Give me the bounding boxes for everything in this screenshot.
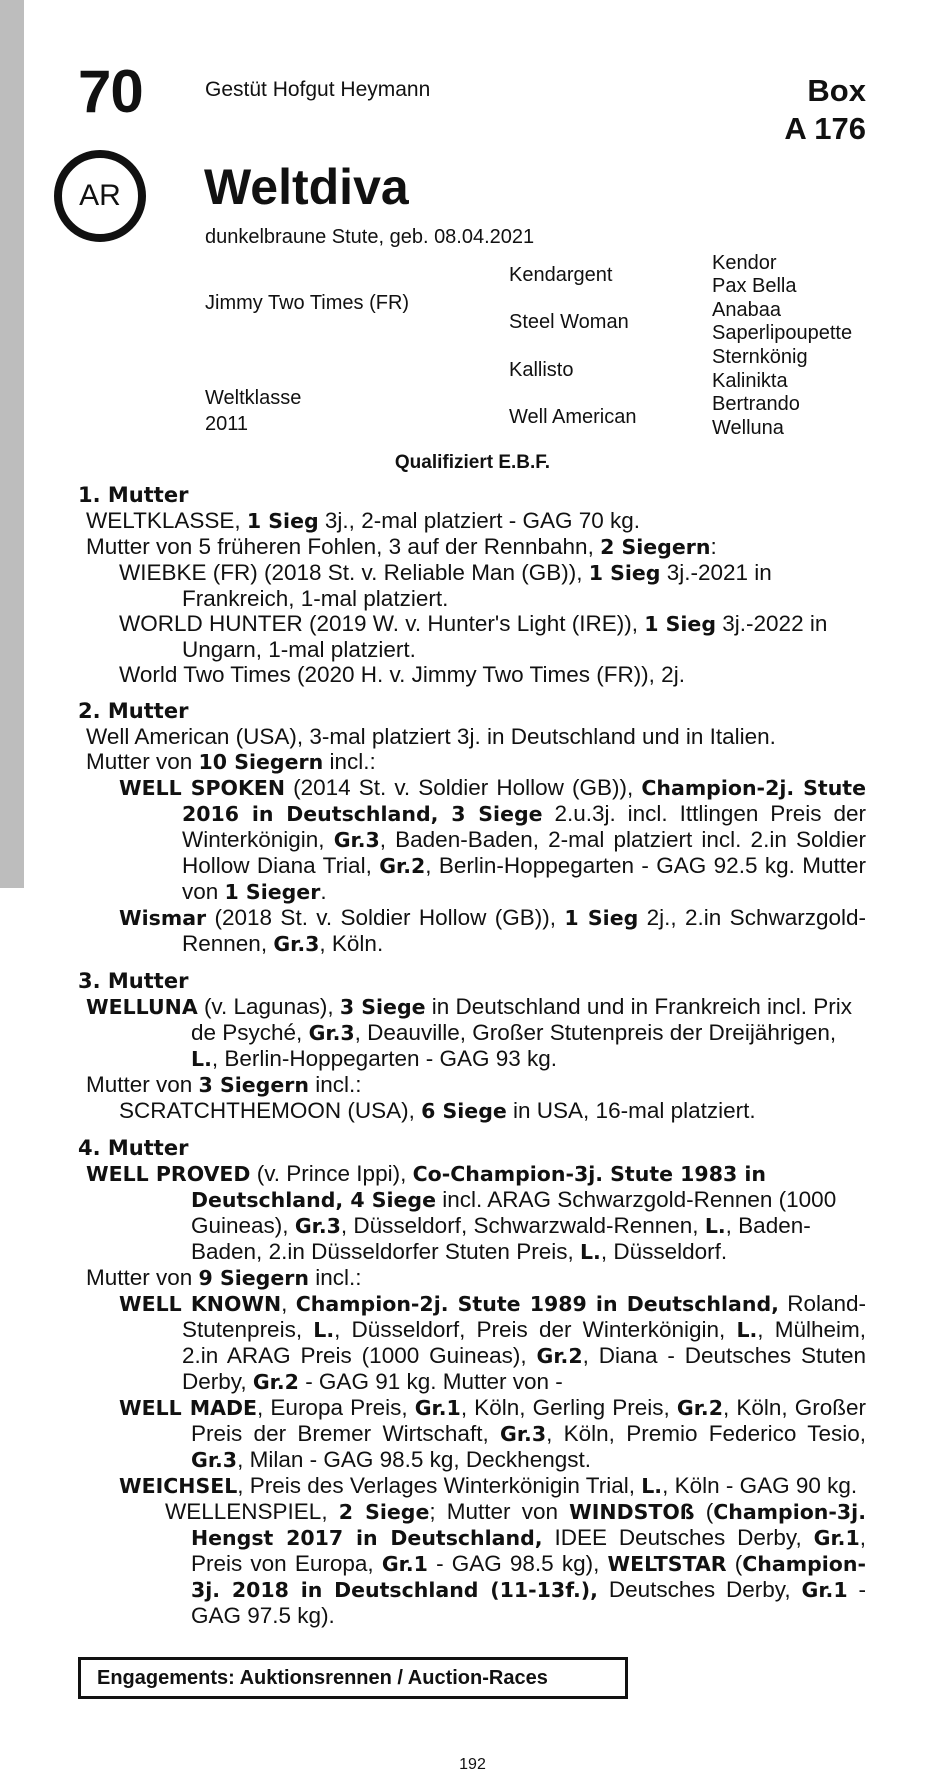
page-number: 192 — [459, 1756, 486, 1773]
breeder-name: Gestüt Hofgut Heymann — [205, 78, 431, 101]
paragraph: WELL PROVED (v. Prince Ippi), Co-Champion-3j. Stute 1983 in Deutschland, 4 Siege incl. ARAG Schwarzgold-Rennen (1000 Guineas), Gr.3, Düsseldorf, Schwarzwald-Rennen, L., Baden-Baden, 2.in Düsseldorfer Stuten Preis, L., Düsseldorf. — [86, 1161, 837, 1264]
section-heading: 2. Mutter — [78, 699, 189, 723]
pedigree-dam: Weltklasse — [205, 387, 302, 409]
progeny-entry: WELLENSPIEL, 2 Siege; Mutter von WINDSTOß (Champion-3j. Hengst 2017 in Deutschland, IDEE Deutsches Derby, Gr.1, Preis von Europa, Gr.1 - GAG 98.5 kg), WELTSTAR (Champion-3j. 2018 in Deutschland (11-13f.), Deutsches Derby, Gr.1 - GAG 97.5 kg). — [165, 1499, 866, 1628]
horse-name: Weltdiva — [204, 159, 409, 215]
paragraph: Well American (USA), 3-mal platziert 3j. in Deutschland und in Italien. — [86, 724, 776, 749]
pedigree-gen3-item: Welluna — [712, 417, 784, 439]
pedigree-gen3-item: Kendor — [712, 252, 777, 274]
pedigree-gen3-item: Pax Bella — [712, 275, 797, 297]
pedigree-dam-year: 2011 — [205, 413, 249, 435]
horse-description: dunkelbraune Stute, geb. 08.04.2021 — [205, 226, 535, 248]
box-label — [784, 72, 866, 148]
paragraph: WELTKLASSE, 1 Sieg 3j., 2-mal platziert - GAG 70 kg. — [86, 508, 641, 533]
progeny-entry: WELL KNOWN, Champion-2j. Stute 1989 in Deutschland, Roland-Stutenpreis, L., Düsseldorf, Preis der Winterkönigin, L., Mülheim, 2.in ARAG Preis (1000 Guineas), Gr.2, Diana - Deutsches Stuten Derby, Gr.2 - GAG 91 kg. Mutter von - — [119, 1291, 867, 1394]
progeny-entry: WEICHSEL, Preis des Verlages Winterkönigin Trial, L., Köln - GAG 90 kg. — [119, 1473, 858, 1498]
box-number: A 176 — [784, 111, 866, 146]
progeny-entry: WELL MADE, Europa Preis, Gr.1, Köln, Gerling Preis, Gr.2, Köln, Großer Preis der Bremer Wirtschaft, Gr.3, Köln, Premio Federico Tesio, Gr.3, Milan - GAG 98.5 kg, Deckhengst. — [119, 1395, 867, 1472]
pedigree-gen3-item: Saperlipoupette — [712, 322, 853, 344]
progeny-entry: WORLD HUNTER (2019 W. v. Hunter's Light (IRE)), 1 Sieg 3j.-2022 in Ungarn, 1-mal platziert. — [119, 611, 828, 662]
page-edge-bar — [0, 0, 24, 888]
pedigree-gen2-item: Steel Woman — [509, 311, 629, 333]
pedigree-gen2-item: Well American — [509, 406, 637, 428]
progeny-entry: SCRATCHTHEMOON (USA), 6 Siege in USA, 16-mal platziert. — [119, 1098, 756, 1123]
progeny-entry: WIEBKE (FR) (2018 St. v. Reliable Man (GB)), 1 Sieg 3j.-2021 in Frankreich, 1-mal platziert. — [119, 560, 772, 611]
lot-number: 70 — [78, 58, 143, 125]
section-heading: 1. Mutter — [78, 483, 189, 507]
pedigree-gen2-item: Kendargent — [509, 264, 613, 286]
ar-badge: AR — [54, 150, 146, 242]
pedigree-sire: Jimmy Two Times (FR) — [205, 292, 410, 314]
pedigree-gen3-item: Sternkönig — [712, 346, 808, 368]
pedigree-gen2-item: Kallisto — [509, 359, 574, 381]
paragraph: Mutter von 3 Siegern incl.: — [86, 1072, 362, 1097]
paragraph: Mutter von 9 Siegern incl.: — [86, 1265, 362, 1290]
progeny-entry: WELL SPOKEN (2014 St. v. Soldier Hollow (GB)), Champion-2j. Stute 2016 in Deutschland, 3 Siege 2.u.3j. incl. Ittlingen Preis der Winterkönigin, Gr.3, Baden-Baden, 2-mal platziert incl. 2.in Soldier Hollow Diana Trial, Gr.2, Berlin-Hoppegarten - GAG 92.5 kg. Mutter von 1 Sieger. — [119, 775, 866, 904]
progeny-entry: World Two Times (2020 H. v. Jimmy Two Times (FR)), 2j. — [119, 662, 685, 687]
qualification-note: Qualifiziert E.B.F. — [394, 452, 551, 473]
pedigree-gen3-item: Kalinikta — [712, 370, 788, 392]
section-heading: 3. Mutter — [78, 969, 189, 993]
progeny-entry: Wismar (2018 St. v. Soldier Hollow (GB)), 1 Sieg 2j., 2.in Schwarzgold-Rennen, Gr.3, Köln. — [119, 905, 866, 956]
box-label-line1: Box — [807, 73, 866, 108]
section-heading: 4. Mutter — [78, 1136, 189, 1160]
dam-line-text — [78, 483, 866, 1628]
pedigree-gen3-item: Anabaa — [712, 299, 781, 321]
paragraph: Mutter von 5 früheren Fohlen, 3 auf der Rennbahn, 2 Siegern: — [86, 534, 717, 559]
pedigree-gen3-item: Bertrando — [712, 393, 800, 415]
paragraph: WELLUNA (v. Lagunas), 3 Siege in Deutschland und in Frankreich incl. Prix de Psyché, Gr.3, Deauville, Großer Stutenpreis der Dreijährigen, L., Berlin-Hoppegarten - GAG 93 kg. — [86, 994, 852, 1071]
engagements-box: Engagements: Auktionsrennen / Auction-Races — [78, 1657, 628, 1699]
paragraph: Mutter von 10 Siegern incl.: — [86, 749, 376, 774]
